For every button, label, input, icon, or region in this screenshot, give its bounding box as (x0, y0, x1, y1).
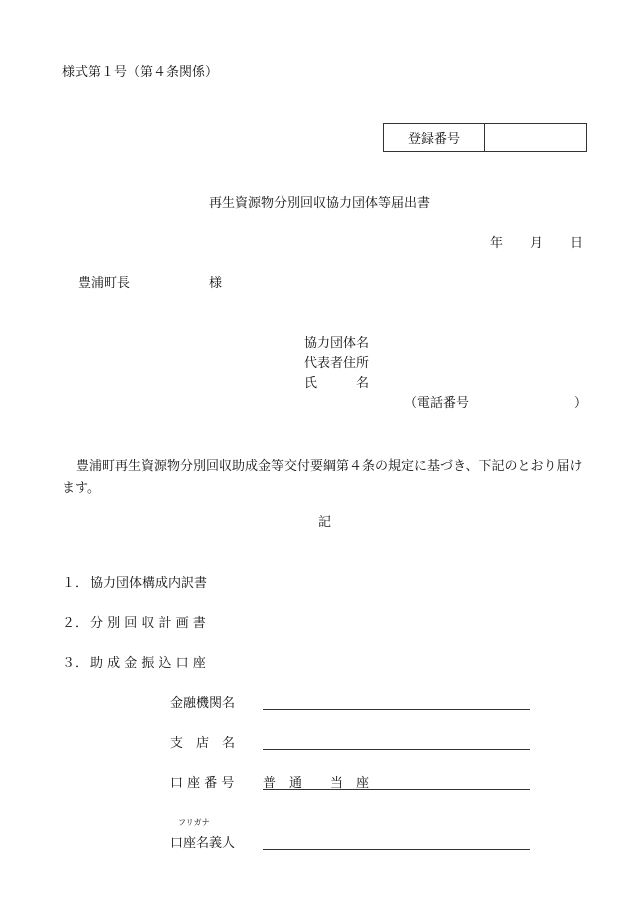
name-label-second: 名 (356, 376, 370, 391)
registration-number-label: 登録番号 (384, 124, 485, 151)
account-holder-label: 口座名義人 (170, 836, 236, 851)
account-number-label: 口 座 番 号 (170, 776, 235, 791)
date-day: 日 (570, 236, 584, 251)
rep-address-label: 代表者住所 (304, 356, 370, 371)
account-number-field[interactable] (263, 789, 530, 790)
bank-name-field[interactable] (263, 709, 530, 710)
branch-name-field[interactable] (263, 749, 530, 750)
furigana-label: フリガナ (178, 818, 210, 827)
item-1-number: １． (62, 576, 89, 591)
registration-number-field[interactable] (485, 124, 586, 151)
branch-name-label: 支 店 名 (170, 736, 236, 751)
addressee-name: 豊浦町長 (78, 276, 131, 291)
item-2-number: ２． (62, 616, 89, 631)
registration-number-box (383, 123, 587, 152)
date-month: 月 (530, 236, 544, 251)
phone-label: （電話番号 (404, 396, 470, 411)
account-type-futsu[interactable]: 普 通 (263, 776, 303, 791)
bank-name-label: 金融機関名 (170, 696, 236, 711)
org-name-label: 協力団体名 (304, 336, 370, 351)
item-2-text: 分 別 回 収 計 画 書 (90, 616, 206, 631)
item-1-text: 協力団体構成内訳書 (90, 576, 208, 591)
name-label-first: 氏 (304, 376, 318, 391)
addressee-honorific: 様 (209, 276, 223, 291)
account-type-toza[interactable]: 当 座 (330, 776, 370, 791)
account-holder-field[interactable] (263, 849, 530, 850)
ki-heading: 記 (318, 515, 332, 530)
document-title: 再生資源物分別回収協力団体等届出書 (209, 196, 431, 211)
form-number: 様式第１号（第４条関係） (62, 65, 219, 80)
date-year: 年 (490, 236, 504, 251)
body-paragraph: 豊浦町再生資源物分別回収助成金等交付要綱第４条の規定に基づき、下記のとおり届けます。 (62, 459, 583, 496)
item-3-number: ３． (62, 656, 89, 671)
phone-close-paren: ） (574, 396, 588, 411)
item-3-text: 助 成 金 振 込 口 座 (90, 656, 206, 671)
